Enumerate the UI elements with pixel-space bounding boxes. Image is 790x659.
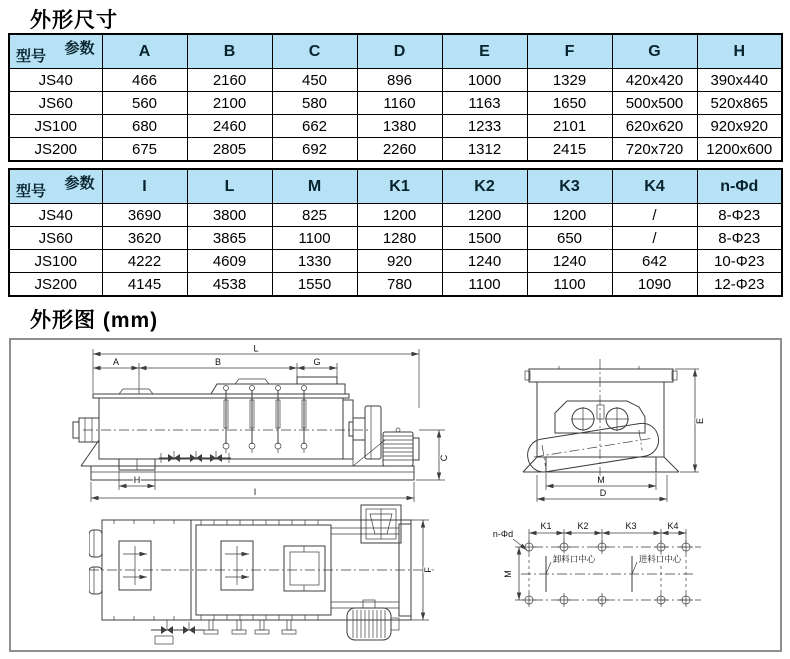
value-cell: 1550	[272, 273, 357, 297]
param-header-cell: G	[612, 34, 697, 69]
dim-label-K1: K1	[540, 521, 552, 531]
access-hatch-2	[221, 541, 253, 590]
mixer-end-body	[523, 366, 679, 474]
anchor-bolt-holes	[522, 540, 693, 607]
dim-label-K2: K2	[577, 521, 589, 531]
dim-label-M2: M	[503, 570, 513, 578]
header-row	[9, 34, 782, 69]
dim-label-C: C	[439, 454, 449, 462]
value-cell: 3800	[187, 204, 272, 227]
model-cell: JS200	[9, 273, 102, 297]
value-cell: 2415	[527, 138, 612, 162]
dimension-table-1	[8, 33, 783, 162]
table-row	[9, 115, 782, 138]
value-cell: 1380	[357, 115, 442, 138]
value-cell: 4222	[102, 250, 187, 273]
drive-end	[343, 400, 385, 466]
table-row	[9, 92, 782, 115]
value-cell: 662	[272, 115, 357, 138]
value-cell: 1240	[442, 250, 527, 273]
value-cell: 3620	[102, 227, 187, 250]
value-cell: 450	[272, 69, 357, 92]
value-cell: 466	[102, 69, 187, 92]
value-cell: /	[612, 204, 697, 227]
value-cell: 1329	[527, 69, 612, 92]
table-row	[9, 273, 782, 297]
param-header-cell: K2	[442, 169, 527, 204]
value-cell: 642	[612, 250, 697, 273]
end-view-drawing	[499, 355, 714, 503]
value-cell: 12-Φ23	[697, 273, 782, 297]
value-cell: 8-Φ23	[697, 204, 782, 227]
value-cell: 3865	[187, 227, 272, 250]
value-cell: 1500	[442, 227, 527, 250]
value-cell: 1100	[442, 273, 527, 297]
corner-cell	[9, 169, 102, 204]
piping-valves	[159, 451, 231, 463]
param-header-cell: C	[272, 34, 357, 69]
feed-center-label: 进料口中心	[638, 554, 682, 564]
dim-label-G: G	[313, 357, 321, 367]
param-header-cell: M	[272, 169, 357, 204]
outline-drawing-panel	[9, 338, 782, 652]
mixer-side-body	[73, 377, 419, 480]
discharge-center-label: 卸料口中心	[552, 554, 596, 564]
param-header-cell: F	[527, 34, 612, 69]
access-hatch-1	[119, 541, 151, 590]
value-cell: 1200	[357, 204, 442, 227]
dim-label-K3: K3	[625, 521, 637, 531]
dim-label-E: E	[695, 417, 705, 425]
belt-pulley	[361, 505, 401, 543]
value-cell: 1200	[527, 204, 612, 227]
dim-label-B: B	[214, 357, 222, 367]
value-cell: 560	[102, 92, 187, 115]
corner-model-label: 型号	[16, 183, 47, 200]
param-header-cell: H	[697, 34, 782, 69]
param-header-cell: L	[187, 169, 272, 204]
corner-param-label: 参数	[64, 40, 95, 57]
model-cell: JS40	[9, 204, 102, 227]
dim-label-H: H	[133, 475, 141, 485]
table-row	[9, 69, 782, 92]
value-cell: 2460	[187, 115, 272, 138]
corner-param-label: 参数	[64, 175, 95, 192]
dim-label-M: M	[597, 475, 605, 485]
value-cell: 692	[272, 138, 357, 162]
value-cell: 580	[272, 92, 357, 115]
param-header-cell: E	[442, 34, 527, 69]
model-cell: JS60	[9, 92, 102, 115]
model-cell: JS100	[9, 115, 102, 138]
support-feet	[204, 620, 296, 634]
motor	[383, 428, 419, 466]
section-title-outline-drawing: 外形图 (mm)	[30, 309, 159, 332]
side-view-drawing	[69, 344, 484, 509]
value-cell: 2101	[527, 115, 612, 138]
param-header-cell: K1	[357, 169, 442, 204]
dim-label-F: F	[423, 567, 433, 573]
value-cell: 896	[357, 69, 442, 92]
value-cell: 920	[357, 250, 442, 273]
value-cell: 2260	[357, 138, 442, 162]
dim-label-K4: K4	[667, 521, 679, 531]
value-cell: 680	[102, 115, 187, 138]
value-cell: 10-Φ23	[697, 250, 782, 273]
value-cell: /	[612, 227, 697, 250]
value-cell: 1330	[272, 250, 357, 273]
table-row	[9, 138, 782, 162]
value-cell: 3690	[102, 204, 187, 227]
value-cell: 780	[357, 273, 442, 297]
value-cell: 2100	[187, 92, 272, 115]
corner-model-label: 型号	[16, 48, 47, 65]
value-cell: 500x500	[612, 92, 697, 115]
value-cell: 390x440	[697, 69, 782, 92]
value-cell: 1280	[357, 227, 442, 250]
table-row	[9, 250, 782, 273]
param-header-cell: D	[357, 34, 442, 69]
value-cell: 1163	[442, 92, 527, 115]
model-cell: JS60	[9, 227, 102, 250]
table-row	[9, 227, 782, 250]
value-cell: 4538	[187, 273, 272, 297]
header-row	[9, 169, 782, 204]
dimension-table-2	[8, 168, 783, 297]
value-cell: 8-Φ23	[697, 227, 782, 250]
value-cell: 1090	[612, 273, 697, 297]
value-cell: 620x620	[612, 115, 697, 138]
value-cell: 2805	[187, 138, 272, 162]
value-cell: 2160	[187, 69, 272, 92]
value-cell: 1233	[442, 115, 527, 138]
value-cell: 1240	[527, 250, 612, 273]
value-cell: 1100	[527, 273, 612, 297]
value-cell: 420x420	[612, 69, 697, 92]
feed-opening	[284, 546, 325, 591]
value-cell: 675	[102, 138, 187, 162]
param-header-cell: B	[187, 34, 272, 69]
value-cell: 825	[272, 204, 357, 227]
value-cell: 4609	[187, 250, 272, 273]
dim-label-A: A	[112, 357, 120, 367]
param-header-cell: I	[102, 169, 187, 204]
param-header-cell: K4	[612, 169, 697, 204]
param-header-cell: K3	[527, 169, 612, 204]
dim-label-L: L	[253, 344, 259, 354]
value-cell: 1650	[527, 92, 612, 115]
dim-label-I: I	[253, 487, 257, 497]
value-cell: 4145	[102, 273, 187, 297]
value-cell: 920x920	[697, 115, 782, 138]
bolt-spec-label: n-Φd	[492, 529, 514, 539]
bolt-layout-drawing	[489, 504, 729, 650]
value-cell: 720x720	[612, 138, 697, 162]
value-cell: 650	[527, 227, 612, 250]
value-cell: 1100	[272, 227, 357, 250]
tie-rods	[223, 386, 307, 454]
param-header-cell: n-Φd	[697, 169, 782, 204]
param-header-cell: A	[102, 34, 187, 69]
corner-cell	[9, 34, 102, 69]
value-cell: 520x865	[697, 92, 782, 115]
mixer-top-body	[89, 505, 434, 644]
value-cell: 1000	[442, 69, 527, 92]
top-view-drawing	[89, 504, 439, 650]
value-cell: 1160	[357, 92, 442, 115]
section-title-dimensions: 外形尺寸	[30, 9, 118, 32]
model-cell: JS40	[9, 69, 102, 92]
table-row	[9, 204, 782, 227]
value-cell: 1200x600	[697, 138, 782, 162]
value-cell: 1312	[442, 138, 527, 162]
bottom-piping	[151, 620, 204, 644]
model-cell: JS200	[9, 138, 102, 162]
model-cell: JS100	[9, 250, 102, 273]
dim-label-D: D	[599, 488, 607, 498]
value-cell: 1200	[442, 204, 527, 227]
